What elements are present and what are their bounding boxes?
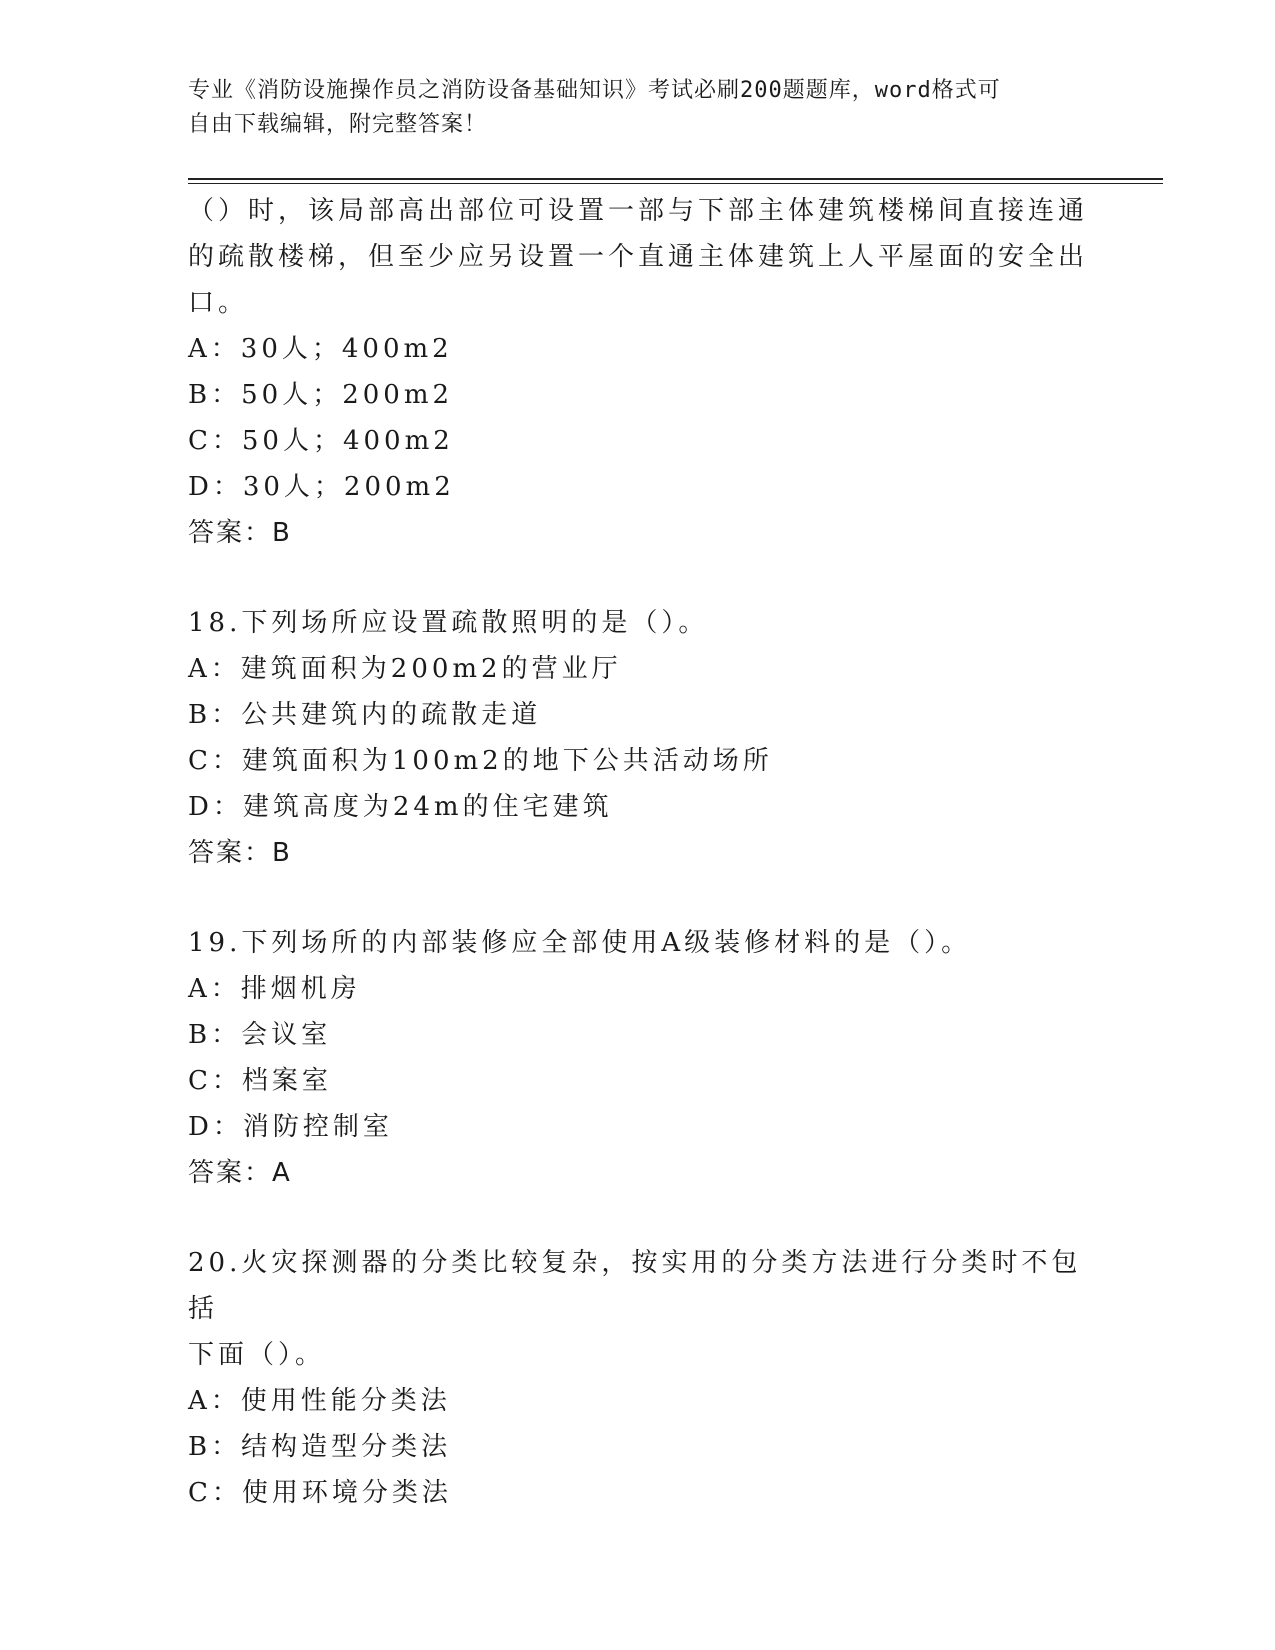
- option-d: D：30人；200m2: [188, 472, 455, 502]
- header-divider-thick: [188, 178, 1163, 180]
- header-title-line-2: 自由下载编辑，附完整答案！: [188, 112, 488, 137]
- option-b: B：结构造型分类法: [188, 1432, 452, 1462]
- answer-label: 答案：B: [188, 518, 292, 548]
- answer-label: 答案：A: [188, 1158, 292, 1188]
- option-a: A：使用性能分类法: [188, 1386, 451, 1416]
- header-divider-thin: [188, 183, 1163, 184]
- option-c: C：档案室: [188, 1066, 332, 1096]
- option-a: A：30人；400m2: [188, 334, 453, 364]
- option-d: D：建筑高度为24m的住宅建筑: [188, 792, 613, 822]
- question-stem-line: 20.火灾探测器的分类比较复杂，按实用的分类方法进行分类时不包括: [188, 1248, 1082, 1324]
- question-20: [188, 1240, 1088, 1516]
- question-18: [188, 600, 1088, 876]
- question-stem-line: 18.下列场所应设置疏散照明的是（）。: [188, 608, 709, 638]
- question-19: [188, 920, 1088, 1196]
- option-a: A：建筑面积为200m2的营业厅: [188, 654, 622, 684]
- option-a: A：排烟机房: [188, 974, 361, 1004]
- option-c: C：使用环境分类法: [188, 1478, 452, 1508]
- option-b: B：会议室: [188, 1020, 332, 1050]
- document-header: [188, 74, 1068, 142]
- answer-label: 答案：B: [188, 838, 292, 868]
- option-b: B：公共建筑内的疏散走道: [188, 700, 542, 730]
- option-c: C：50人；400m2: [188, 426, 454, 456]
- option-b: B：50人；200m2: [188, 380, 454, 410]
- question-stem-line: 口。: [188, 288, 249, 318]
- question-stem-line: 下面（）。: [188, 1340, 326, 1370]
- question-17: [188, 188, 1088, 556]
- header-title-line-1: 专业《消防设施操作员之消防设备基础知识》考试必刷200题题库，word格式可: [188, 78, 1001, 103]
- question-stem-line: （）时，该局部高出部位可设置一部与下部主体建筑楼梯间直接连通: [188, 196, 1089, 226]
- option-c: C：建筑面积为100m2的地下公共活动场所: [188, 746, 773, 776]
- question-stem-line: 的疏散楼梯，但至少应另设置一个直通主体建筑上人平屋面的安全出: [188, 242, 1089, 272]
- question-stem-line: 19.下列场所的内部装修应全部使用A级装修材料的是（）。: [188, 928, 972, 958]
- option-d: D：消防控制室: [188, 1112, 393, 1142]
- question-content: [188, 188, 1088, 1516]
